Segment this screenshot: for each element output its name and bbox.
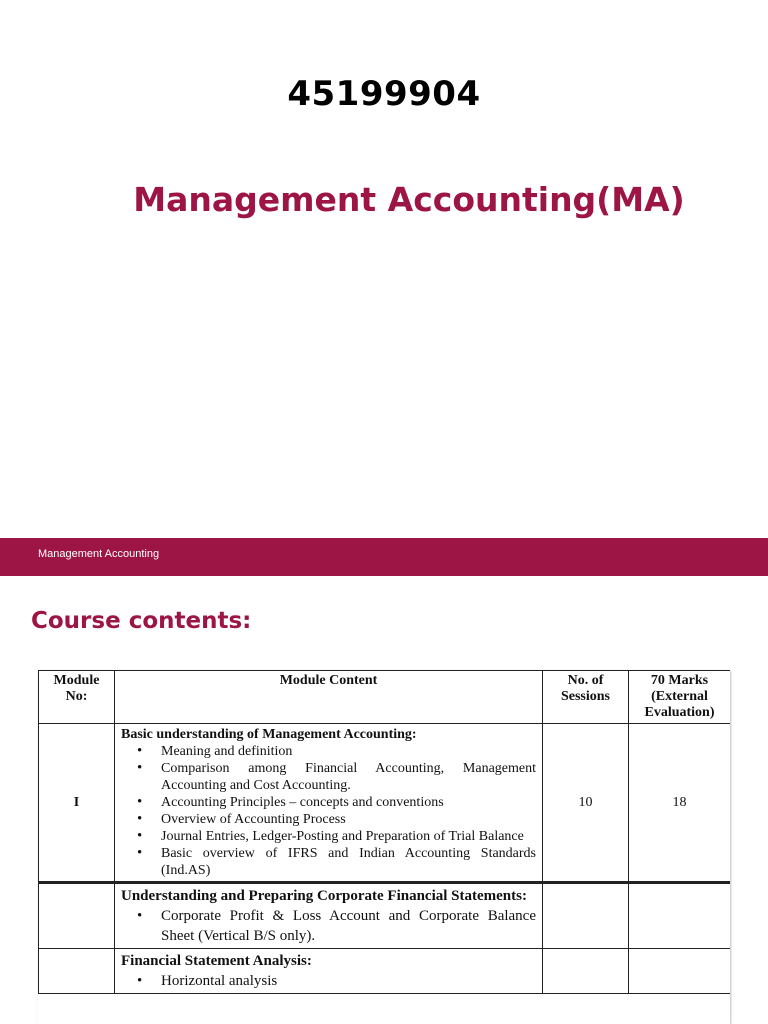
column-header-marks: 70 Marks (External Evaluation) (629, 671, 731, 724)
column-header-module-no: Module No: (39, 671, 115, 724)
marks-value: 18 (629, 724, 731, 883)
section-heading: Course contents: (31, 608, 252, 634)
course-code: 45199904 (287, 74, 481, 114)
list-item: • Horizontal analysis (161, 971, 536, 991)
column-header-sessions: No. of Sessions (543, 671, 629, 724)
course-table (38, 670, 730, 994)
list-item: • Corporate Profit & Loss Account and Corporate Balance Sheet (Vertical B/S only). (161, 906, 536, 946)
module-heading: Financial Statement Analysis: (121, 953, 312, 969)
module-content (115, 949, 543, 994)
table-header-row (39, 671, 731, 724)
module-number (39, 883, 115, 949)
module-content (115, 724, 543, 883)
course-table-container (38, 670, 730, 1024)
list-item: • Overview of Accounting Process (161, 811, 536, 828)
table-row (39, 949, 731, 994)
list-item: • Basic overview of IFRS and Indian Accounting Standards (Ind.AS) (161, 845, 536, 879)
sessions-value: 10 (543, 724, 629, 883)
module-heading: Basic understanding of Management Accounting: (121, 727, 417, 742)
list-item: • Meaning and definition (161, 743, 536, 760)
topic-list (121, 971, 536, 991)
module-heading: Understanding and Preparing Corporate Financial Statements: (121, 888, 527, 904)
sessions-value (543, 949, 629, 994)
module-number (39, 949, 115, 994)
sessions-value (543, 883, 629, 949)
list-item: • Accounting Principles – concepts and conventions (161, 794, 536, 811)
marks-value (629, 883, 731, 949)
topic-list (121, 743, 536, 879)
list-item: • Comparison among Financial Accounting, Management Accounting and Cost Accounting. (161, 760, 536, 794)
footer-label: Management Accounting (38, 548, 160, 560)
module-number: I (39, 724, 115, 883)
course-title: Management Accounting(MA) (133, 180, 685, 219)
marks-value (629, 949, 731, 994)
table-row (39, 724, 731, 883)
column-header-module-content: Module Content (115, 671, 543, 724)
list-item: • Journal Entries, Ledger-Posting and Preparation of Trial Balance (161, 828, 536, 845)
topic-list (121, 906, 536, 946)
module-content (115, 883, 543, 949)
footer-bar (0, 538, 768, 576)
table-row (39, 883, 731, 949)
